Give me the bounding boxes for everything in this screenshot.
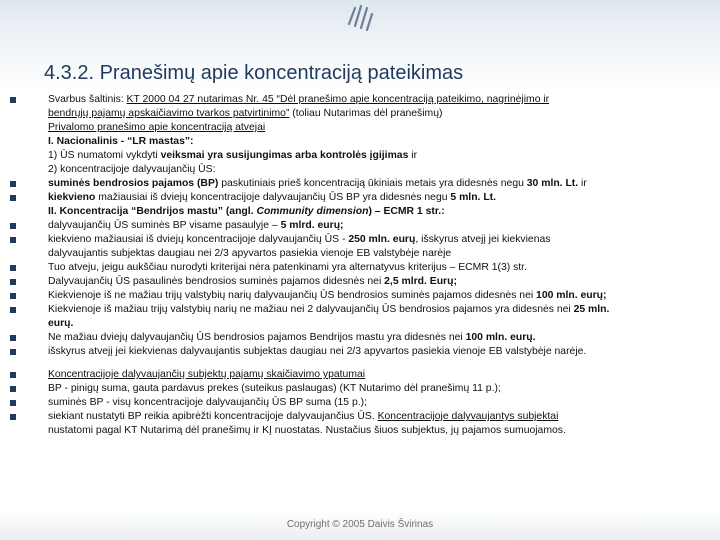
square-bullet-icon bbox=[10, 372, 16, 378]
text-segment: 250 mln. eurų bbox=[348, 234, 416, 245]
list-item bbox=[10, 261, 700, 275]
section-spacer bbox=[10, 359, 700, 368]
text-segment: išskyrus atvejį jei kiekvienas dalyvaujantis subjektas daugiau nei 2/3 apyvartos pasiekia vienoje EB valstybėje narėje. bbox=[48, 346, 587, 357]
square-bullet-icon bbox=[10, 195, 16, 201]
list-item bbox=[10, 191, 700, 205]
list-item bbox=[10, 247, 700, 261]
text-segment: BP - pinigų suma, gauta pardavus prekes (suteikus paslaugas) (KT Nutarimo dėl pranešimų 11 p.); bbox=[48, 383, 501, 394]
list-item bbox=[10, 345, 700, 359]
list-item bbox=[10, 303, 700, 317]
text-segment: 5 mln. Lt. bbox=[450, 192, 497, 203]
list-item bbox=[10, 149, 700, 163]
text-segment: eurų. bbox=[48, 318, 74, 329]
list-item bbox=[10, 107, 700, 121]
text-segment: I. Nacionalinis - “LR mastas”: bbox=[48, 136, 194, 147]
slash-marks-logo-icon bbox=[340, 2, 380, 36]
square-bullet-icon bbox=[10, 414, 16, 420]
list-item bbox=[10, 317, 700, 331]
text-segment: 30 mln. Lt. bbox=[526, 178, 579, 189]
text-segment: ir bbox=[578, 178, 587, 189]
slide-title: 4.3.2. Pranešimų apie koncentraciją pateikimas bbox=[44, 62, 464, 84]
square-bullet-icon bbox=[10, 307, 16, 313]
text-segment: (toliau Nutarimas dėl pranešimų) bbox=[289, 108, 443, 119]
slide-content bbox=[10, 93, 700, 438]
text-segment: 2) koncentracijoje dalyvaujančių ŪS: bbox=[48, 164, 216, 175]
list-item bbox=[10, 93, 700, 107]
text-segment: Tuo atveju, jeigu aukščiau nurodyti kriterijai nėra patenkinami yra alternatyvus kriterijus – ECMR 1(3) str. bbox=[48, 262, 527, 273]
text-segment: KT 2000 04 27 nutarimas Nr. 45 “Dėl pranešimo apie koncentraciją pateikimo, nagrinėjimo ir bbox=[126, 94, 550, 105]
text-segment: kiekvieno bbox=[48, 192, 96, 203]
text-segment: Kiekvienoje iš ne mažiau trijų valstybių narių dalyvaujančių ŪS bendrosios suminės pajamos didesnės nei bbox=[48, 290, 537, 301]
list-item bbox=[10, 135, 700, 149]
text-segment: , išskyrus atvejį jei kiekvienas bbox=[415, 234, 551, 245]
text-segment: dalyvaujančių ŪS suminės BP visame pasaulyje – bbox=[48, 220, 281, 231]
square-bullet-icon bbox=[10, 400, 16, 406]
text-segment: 100 mln. eurų; bbox=[536, 290, 607, 301]
square-bullet-icon bbox=[10, 386, 16, 392]
copyright-text: Copyright © 2005 Daivis Švirinas bbox=[286, 519, 434, 530]
text-segment: Dalyvaujančių ŪS pasaulinės bendrosios suminės pajamos didesnės nei bbox=[48, 276, 385, 287]
list-item bbox=[10, 289, 700, 303]
square-bullet-icon bbox=[10, 265, 16, 271]
text-segment: Community dimension bbox=[256, 206, 369, 217]
list-item bbox=[10, 121, 700, 135]
text-segment: paskutiniais prieš koncentraciją ūkiniais metais yra didesnės negu bbox=[218, 178, 527, 189]
text-segment: nustatomi pagal KT Nutarimą dėl pranešimų ir KĮ nuostatas. Nustačius šiuos subjektus, jų pajamos sumuojamos. bbox=[48, 425, 566, 436]
list-item bbox=[10, 205, 700, 219]
text-segment: veiksmai yra susijungimas arba kontrolės įgijimas bbox=[160, 150, 409, 161]
square-bullet-icon bbox=[10, 335, 16, 341]
list-item bbox=[10, 410, 700, 424]
list-item bbox=[10, 219, 700, 233]
text-segment: Ne mažiau dviejų dalyvaujančių ŪS bendrosios pajamos Bendrijos mastu yra didesnės nei bbox=[48, 332, 466, 343]
list-item bbox=[10, 368, 700, 382]
text-segment: suminės bendrosios pajamos (BP) bbox=[48, 178, 219, 189]
text-segment: ir bbox=[408, 150, 418, 161]
text-segment: 100 mln. eurų. bbox=[465, 332, 536, 343]
square-bullet-icon bbox=[10, 97, 16, 103]
list-item bbox=[10, 396, 700, 410]
text-segment: Koncentracijoje dalyvaujantys subjektai bbox=[377, 411, 559, 422]
list-item bbox=[10, 382, 700, 396]
text-segment: II. Koncentracija “Bendrijos mastu” (angl. bbox=[48, 206, 257, 217]
text-segment: bendrųjų pajamų apskaičiavimo tvarkos patvirtinimo” bbox=[48, 108, 290, 119]
text-segment: suminės BP - visų koncentracijoje dalyvaujančių ŪS BP suma (15 p.); bbox=[48, 397, 367, 408]
square-bullet-icon bbox=[10, 349, 16, 355]
list-item bbox=[10, 424, 700, 438]
text-segment: mažiausiai iš dviejų koncentracijoje dalyvaujančių ŪS BP yra didesnės negu bbox=[95, 192, 451, 203]
square-bullet-icon bbox=[10, 181, 16, 187]
text-segment: 2,5 mlrd. Eurų; bbox=[384, 276, 457, 287]
text-segment: 5 mlrd. eurų; bbox=[280, 220, 344, 231]
text-segment: 25 mln. bbox=[573, 304, 610, 315]
square-bullet-icon bbox=[10, 223, 16, 229]
list-item bbox=[10, 275, 700, 289]
text-segment: Privalomo pranešimo apie koncentraciją atvejai bbox=[48, 122, 266, 133]
list-item bbox=[10, 163, 700, 177]
list-item bbox=[10, 331, 700, 345]
text-segment: dalyvaujantis subjektas daugiau nei 2/3 apyvartos pasiekia vienoje EB valstybėje narėje bbox=[48, 248, 452, 259]
text-segment: kiekvieno mažiausiai iš dviejų koncentracijoje dalyvaujančių ŪS - bbox=[48, 234, 349, 245]
text-segment: Svarbus šaltinis: bbox=[48, 94, 127, 105]
text-segment: Kiekvienoje iš mažiau trijų valstybių narių ne mažiau nei 2 dalyvaujančių ŪS bendrosios pajamos yra didesnės nei bbox=[48, 304, 574, 315]
square-bullet-icon bbox=[10, 237, 16, 243]
square-bullet-icon bbox=[10, 293, 16, 299]
text-segment: ) – ECMR 1 str.: bbox=[368, 206, 445, 217]
text-segment: siekiant nustatyti BP reikia apibrėžti koncentracijoje dalyvaujančius ŪS. bbox=[48, 411, 378, 422]
text-segment: 1) ŪS numatomi vykdyti bbox=[48, 150, 161, 161]
text-segment: Koncentracijoje dalyvaujančių subjektų pajamų skaičiavimo ypatumai bbox=[48, 369, 366, 380]
list-item bbox=[10, 233, 700, 247]
square-bullet-icon bbox=[10, 279, 16, 285]
list-item bbox=[10, 177, 700, 191]
